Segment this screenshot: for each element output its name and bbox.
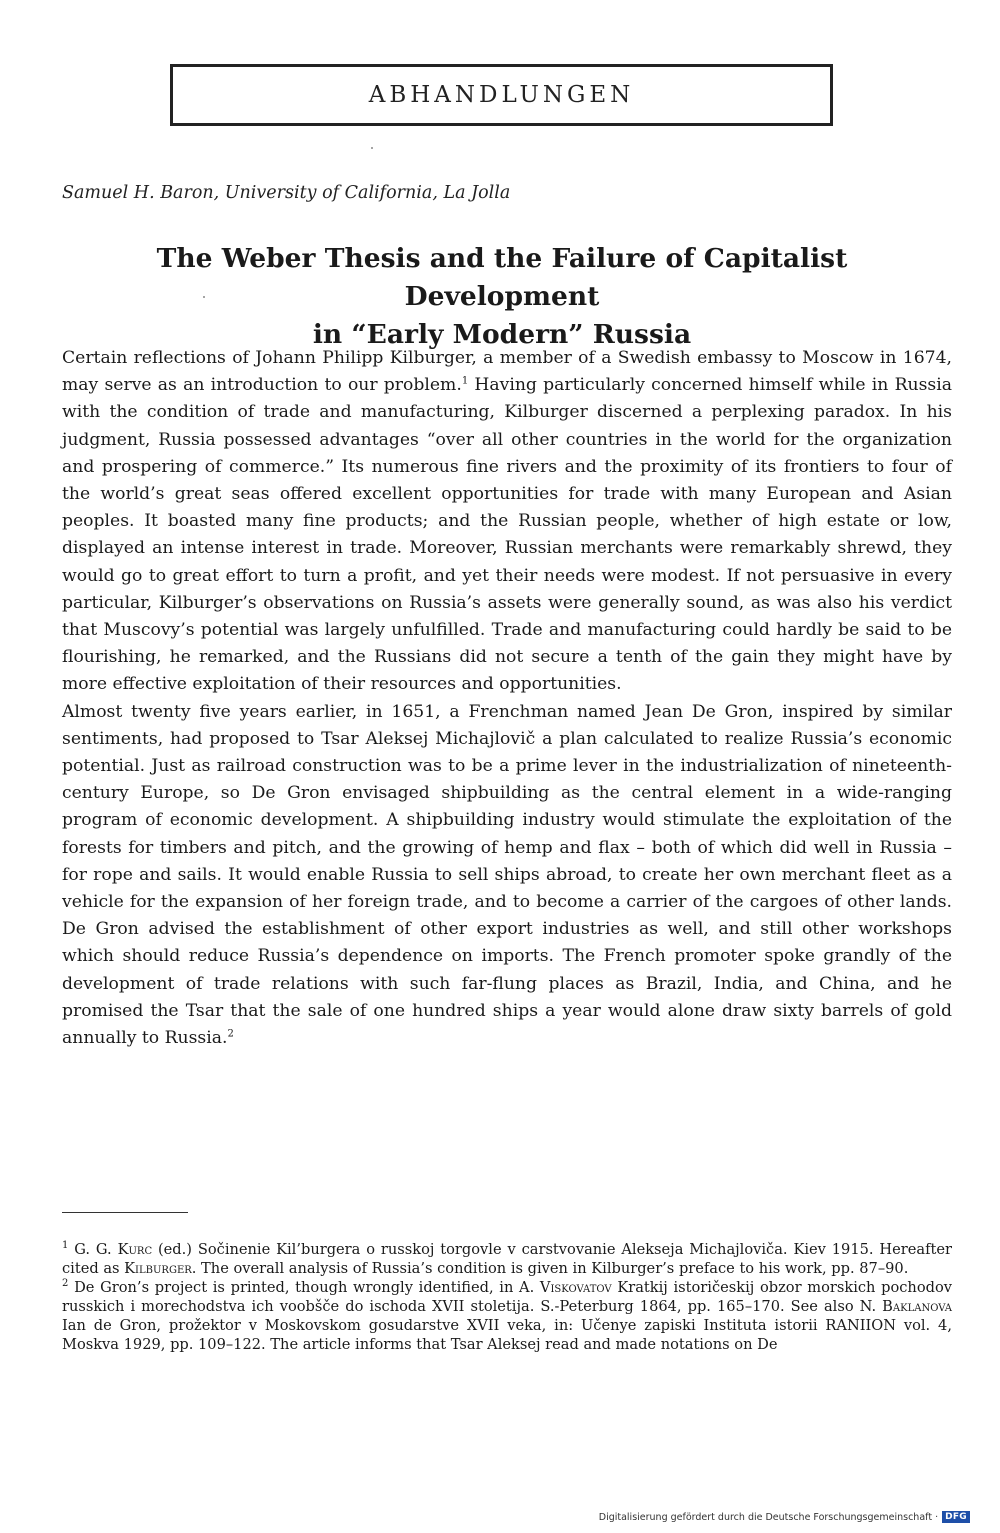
footnote-2-text-c: Ian de Gron, prožektor v Moskovskom gosudarstve XVII veka, in: Učenye zapiski Instituta istorii RANIION vol. 4, Moskva 1929, pp. 109–122. The article informs that Tsar Aleksej read and made notations on De bbox=[62, 1317, 952, 1353]
footnote-1-short-title: Kilburger bbox=[124, 1260, 192, 1277]
paragraph-2-text: Almost twenty five years earlier, in 1651, a Frenchman named Jean De Gron, inspired by similar sentiments, had proposed to Tsar Aleksej Michajlovič a plan calculated to realize Russia’s economic potential. Just as railroad construction was to be a prime lever in the industrialization of nineteenth-century Europe, so De Gron envisaged shipbuilding as the central element in a wide-ranging program of economic development. A shipbuilding industry would stimulate the exploitation of the forests for timbers and pitch, and the growing of hemp and flax – both of which did well in Russia – for rope and sails. It would enable Russia to sell ships abroad, to create her own merchant fleet as a vehicle for the expansion of her foreign trade, and to become a carrier of the cargoes of other lands. De Gron advised the establishment of other export industries as well, and still other workshops which should reduce Russia’s dependence on imports. The French promoter spoke grandly of the development of trade relations with such far-flung places as Brazil, India, and China, and he promised the Tsar that the sale of one hundred ships a year would alone draw sixty barrels of gold annually to Russia. bbox=[62, 701, 952, 1049]
credit-text: Digitalisierung gefördert durch die Deutsche Forschungsgemeinschaft · bbox=[598, 1511, 939, 1523]
footnote-2-text-b: Kratkij istoričeskij obzor morskich pochodov russkich i morechodstva ich voobšče do ischoda XVII stoletija. S.-Peterburg 1864, pp. 165–170. See also N. bbox=[62, 1279, 952, 1315]
title-line-1: The Weber Thesis and the Failure of Capitalist Development bbox=[156, 243, 848, 312]
title-line-2: in “Early Modern” Russia bbox=[312, 319, 692, 350]
footnotes bbox=[62, 1240, 952, 1354]
footnote-1-mark: 1 bbox=[62, 1240, 69, 1252]
footnote-2-text-a: De Gron’s project is printed, though wrongly identified, in A. bbox=[68, 1279, 540, 1296]
footnote-ref-1: 1 bbox=[461, 375, 469, 387]
footnote-1-text-b: (ed.) Sočinenie Kil’burgera o russkoj torgovle v carstvovanie Alekseja Michajloviča. Kiev 1915. Hereafter cited as bbox=[62, 1241, 952, 1277]
footnote-1-author: Kurc bbox=[117, 1241, 153, 1258]
section-header-box bbox=[170, 64, 833, 126]
footnote-1-text-c: . The overall analysis of Russia’s condition is given in Kilburger’s preface to his work, pp. 87–90. bbox=[191, 1260, 909, 1277]
footnote-2-author-2: Baklanova bbox=[882, 1298, 952, 1315]
footnote-1 bbox=[62, 1240, 952, 1278]
footnote-2-mark: 2 bbox=[62, 1278, 69, 1290]
paragraph-1 bbox=[62, 345, 952, 699]
article-body bbox=[62, 345, 952, 1052]
footnote-1-text-a: G. G. bbox=[68, 1241, 118, 1258]
footnote-2-author-1: Viskovatov bbox=[539, 1279, 612, 1296]
digitization-credit bbox=[599, 1511, 970, 1523]
article-title bbox=[62, 240, 942, 354]
author-affiliation: Samuel H. Baron, University of California, La Jolla bbox=[62, 183, 511, 203]
footnote-ref-2: 2 bbox=[227, 1028, 234, 1040]
footnote-separator bbox=[62, 1212, 188, 1213]
paragraph-2 bbox=[62, 699, 952, 1053]
paragraph-1-text-a: Certain reflections of Johann Philipp Kilburger, a member of a Swedish embassy to Moscow in 1674, may serve as an introduction to our problem. bbox=[62, 348, 952, 396]
paragraph-1-text-b: Having particularly concerned himself while in Russia with the condition of trade and manufacturing, Kilburger discerned a perplexing paradox. In his judgment, Russia possessed advantages “over all other countries in the world for the organization and prospering of commerce.” Its numerous fine rivers and the proximity of its frontiers to four of the world’s great seas offered excellent opportunities for trade with many European and Asian peoples. It boasted many fine products; and the Russian people, whether of high estate or low, displayed an intense interest in trade. Moreover, Russian merchants were remarkably shrewd, they would go to great effort to turn a profit, and yet their needs were modest. If not persuasive in every particular, Kilburger’s observations on Russia’s assets were generally sound, as was also his verdict that Muscovy’s potential was largely unfulfilled. Trade and manufacturing could hardly be said to be flourishing, he remarked, and the Russians did not secure a tenth of the gain they might have by more effective exploitation of their resources and opportunities. bbox=[62, 375, 952, 695]
footnote-2 bbox=[62, 1278, 952, 1354]
dfg-logo-icon: DFG bbox=[942, 1511, 970, 1523]
section-label: ABHANDLUNGEN bbox=[368, 82, 635, 108]
scan-speck bbox=[371, 147, 373, 149]
